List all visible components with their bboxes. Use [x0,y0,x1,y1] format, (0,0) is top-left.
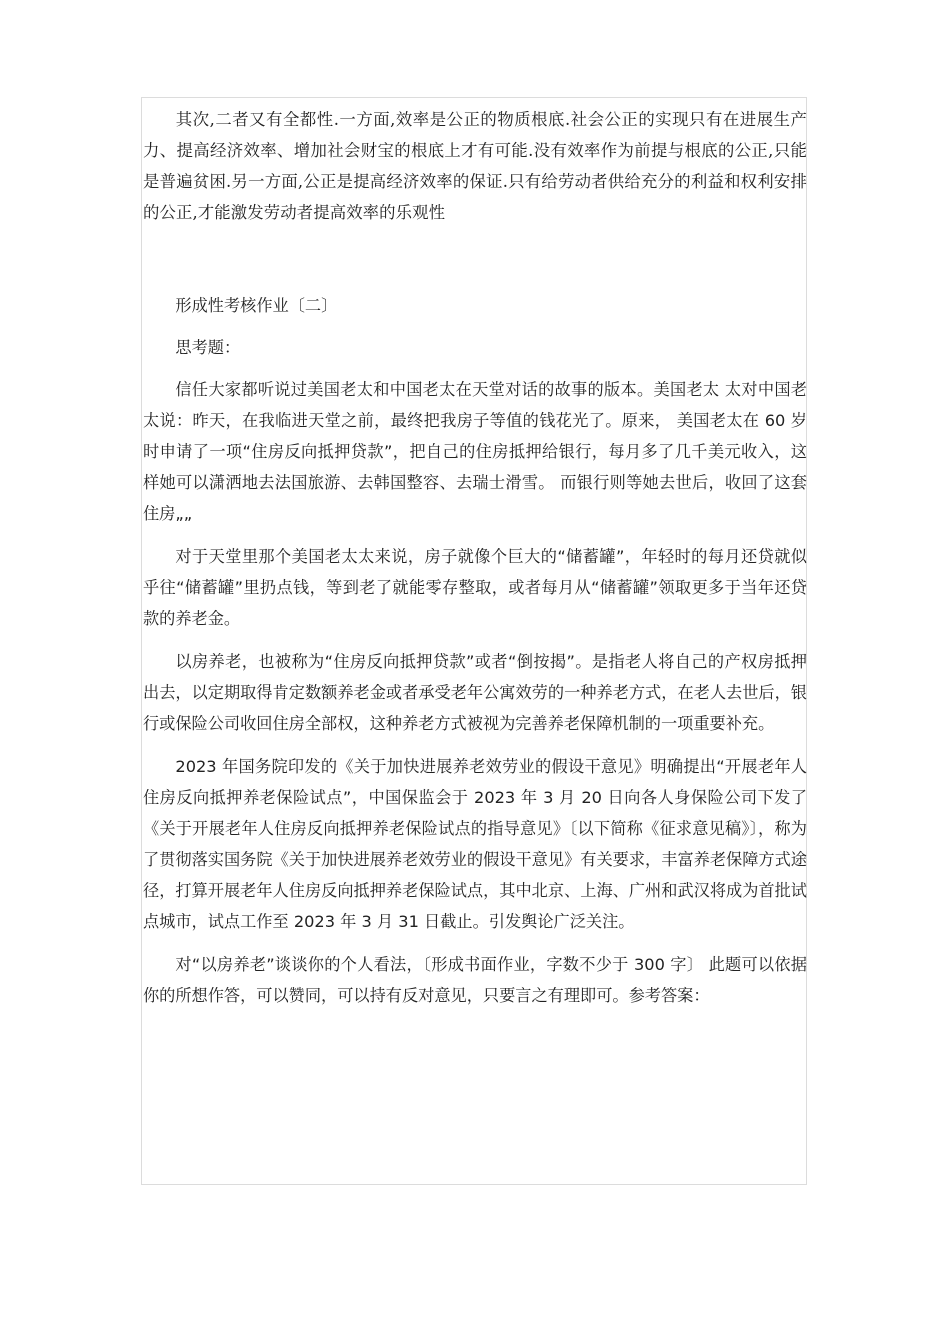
document-body [143,104,807,1011]
question-label: 思考题： [175,338,241,357]
paragraph-assignment-prompt: 对“以房养老”谈谈你的个人看法，〔形成书面作业，字数不少于 300 字〕 此题可以依据你的所想作答，可以赞同，可以持有反对意见，只要言之有理即可。参考答案： [143,955,807,1005]
paragraph-policy-background: 2023 年国务院印发的《关于加快进展养老效劳业的假设干意见》明确提出“开展老年人住房反向抵押养老保险试点”，中国保监会于 2023 年 3 月 20 日向各人身保险公司下发了《关于开展老年人住房反向抵押养老保险试点的指导意见》〔以下简称《征求意见稿》〕，称为了贯彻落实国务院《关于加快进展养老效劳业的假设干意见》有关要求，丰富养老保障方式途径，打算开展老年人住房反向抵押养老保险试点，其中北京、上海、广州和武汉将成为首批试点城市，试点工作至 2023 年 3 月 31 日截止。引发舆论广泛关注。 [143,757,807,931]
paragraph-efficiency-fairness: 其次,二者又有全都性.一方面,效率是公正的物质根底.社会公正的实现只有在进展生产力、提高经济效率、增加社会财宝的根底上才有可能.没有效率作为前提与根底的公正,只能是普遍贫困.另一方面,公正是提高经济效率的保证.只有给劳动者供给充分的利益和权利安排的公正,才能激发劳动者提高效率的乐观性 [143,110,807,222]
paragraph-reverse-mortgage-definition: 以房养老，也被称为“住房反向抵押贷款”或者“倒按揭”。是指老人将自己的产权房抵押出去，以定期取得肯定数额养老金或者承受老年公寓效劳的一种养老方式，在老人去世后，银行或保险公司收回住房全部权，这种养老方式被视为完善养老保障机制的一项重要补充。 [143,652,807,733]
paragraph-story: 信任大家都听说过美国老太和中国老太在天堂对话的故事的版本。美国老太 太对中国老太说：昨天，在我临进天堂之前，最终把我房子等值的钱花光了。原来， 美国老太在 60 岁时申请了一项“住房反向抵押贷款”，把自己的住房抵押给银行，每月多了几千美元收入，这样她可以潇洒地去法国旅游、去韩国整容、去瑞士滑雪。 而银行则等她去世后，收回了这套住房„„ [143,380,807,523]
paragraph-piggy-bank: 对于天堂里那个美国老太太来说，房子就像个巨大的“储蓄罐”，年轻时的每月还贷就似乎往“储蓄罐”里扔点钱，等到老了就能零存整取，或者每月从“储蓄罐”领取更多于当年还贷款的养老金。 [143,547,807,628]
assignment-heading: 形成性考核作业〔二〕 [175,296,338,315]
